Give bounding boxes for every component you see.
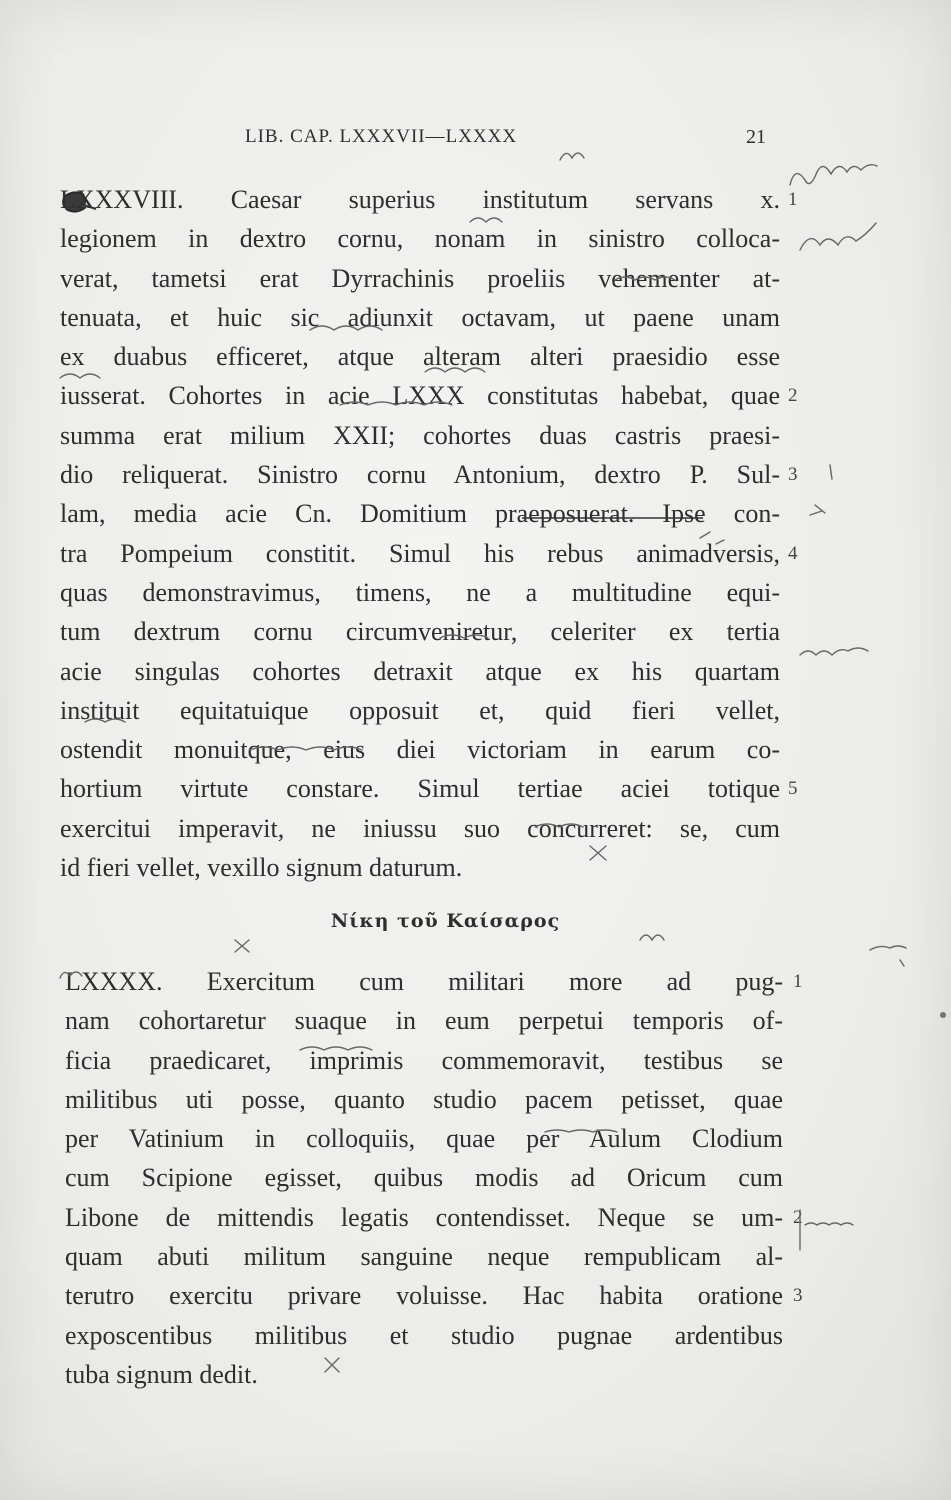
line-text: lam, media acie Cn. Domitium praeposuerat. Ipse con-: [60, 499, 780, 529]
line-text: quam abuti militum sanguine neque rempublicam al-: [65, 1242, 783, 1272]
section-number: 3: [793, 1285, 803, 1307]
line-text: id fieri vellet, vexillo signum daturum.: [60, 853, 463, 883]
line-text: dio reliquerat. Sinistro cornu Antonium, dextro P. Sul-: [60, 460, 780, 490]
line-text: Libone de mittendis legatis contendisset. Neque se um-: [65, 1202, 783, 1232]
line-text: hortium virtute constare. Simul tertiae aciei totique: [60, 774, 780, 804]
line-text: tum dextrum cornu circumveniretur, celeriter ex tertia: [60, 617, 780, 647]
line-text: ex duabus efficeret, atque alteram alteri praesidio esse: [60, 342, 780, 372]
section-number: 2: [788, 385, 798, 407]
section-number: 1: [793, 971, 803, 992]
line-text: verat, tametsi erat Dyrrachinis proeliis vehementer at-: [60, 263, 780, 293]
line-text: acie singulas cohortes detraxit atque ex his quartam: [60, 656, 780, 686]
line-text: tenuata, et huic sic adiunxit octavam, ut paene unam: [60, 302, 780, 332]
line-text: quas demonstravimus, timens, ne a multitudine equi-: [60, 577, 780, 607]
section-number: 5: [788, 778, 798, 800]
line-text: militibus uti posse, quanto studio pacem petisset, quae: [65, 1084, 783, 1114]
running-head: LIB. CAP. LXXXVII—LXXXX: [245, 126, 518, 147]
line-text: ostendit monuitque, eius diei victoriam in earum co-: [60, 735, 780, 765]
section-heading-text: Νίκη τοῦ Καίσαρος: [330, 910, 561, 932]
line-text: tuba signum dedit.: [65, 1359, 258, 1389]
section-number: 1: [788, 189, 798, 210]
line-text: exposcentibus militibus et studio pugnae ardentibus: [65, 1320, 783, 1350]
line-text: instituit equitatuique opposuit et, quid fieri vellet,: [60, 695, 780, 725]
line-text: per Vatinium in colloquiis, quae per Aulum Clodium: [65, 1124, 783, 1154]
line-text: ficia praedicaret, imprimis commemoravit, testibus se: [65, 1045, 783, 1075]
line-text: legionem in dextro cornu, nonam in sinistro colloca-: [60, 224, 780, 254]
section-number: 2: [793, 1206, 803, 1228]
line-text: iusserat. Cohortes in acie LXXX constitutas habebat, quae: [60, 381, 780, 411]
line-text: exercitui imperavit, ne iniussu suo concurreret: se, cum: [60, 813, 780, 843]
line-text: nam cohortaretur suaque in eum perpetui temporis of-: [65, 1006, 783, 1036]
line-text: cum Scipione egisset, quibus modis ad Oricum cum: [65, 1163, 783, 1193]
page-number: 21: [746, 126, 766, 148]
line-text: LXXXX. Exercitum cum militari more ad pug-: [65, 967, 783, 996]
section-number: 4: [788, 542, 798, 564]
line-text: terutro exercitu privare voluisse. Hac habita oratione: [65, 1281, 783, 1311]
section-number: 3: [788, 464, 798, 486]
line-text: summa erat milium XXII; cohortes duas castris praesi-: [60, 420, 780, 450]
line-text: LXXXVIII. Caesar superius institutum servans x.: [60, 185, 780, 214]
line-text: tra Pompeium constitit. Simul his rebus animadversis,: [60, 538, 780, 568]
